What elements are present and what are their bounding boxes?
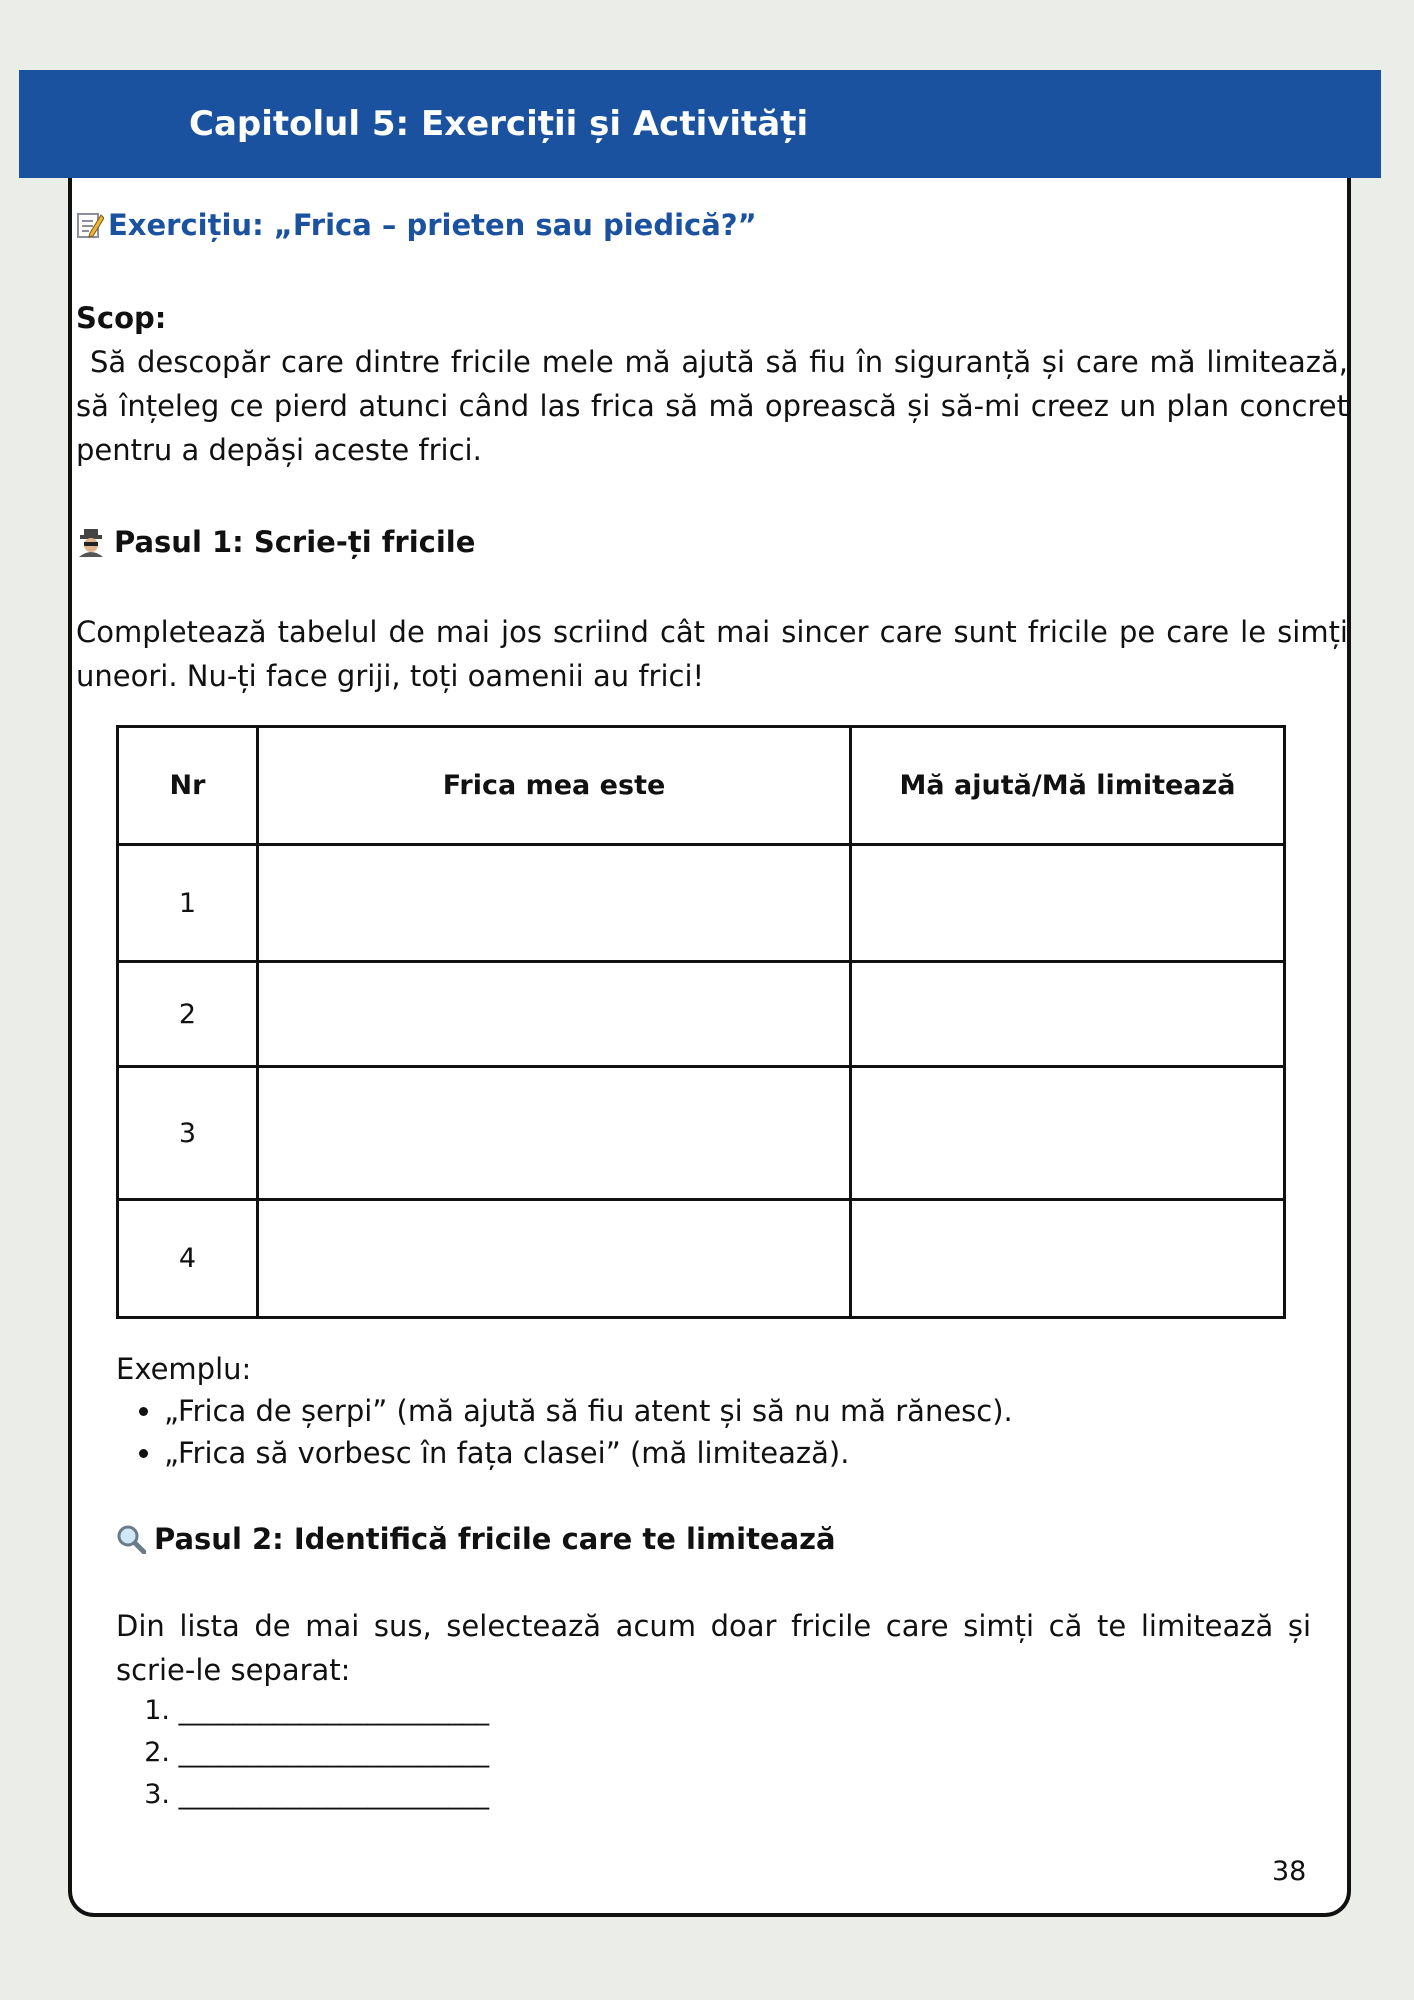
line-number: 1. bbox=[144, 1695, 170, 1726]
fear-cell[interactable] bbox=[258, 1067, 851, 1200]
line-number: 3. bbox=[144, 1779, 170, 1810]
fear-cell[interactable] bbox=[258, 962, 851, 1067]
fear-cell[interactable] bbox=[258, 845, 851, 962]
chapter-header bbox=[19, 70, 1381, 178]
list-item: • „Frica de șerpi” (mă ajută să fiu atent și să nu mă rănesc). bbox=[164, 1390, 1336, 1432]
blank-line: _______________________ bbox=[178, 1779, 490, 1810]
step1-text: Completează tabelul de mai jos scriind cât mai sincer care sunt fricile pe care le simți uneori. Nu-ți face griji, toți oamenii au frici! bbox=[76, 615, 1348, 693]
step2-title-text: Pasul 2: Identifică fricile care te limitează bbox=[154, 1522, 836, 1556]
detective-icon bbox=[76, 527, 106, 557]
effect-cell[interactable] bbox=[851, 962, 1285, 1067]
table-row bbox=[118, 962, 1285, 1067]
chapter-title: Capitolul 5: Exerciții și Activități bbox=[189, 104, 809, 144]
step1-title bbox=[76, 525, 475, 559]
row-number: 1 bbox=[118, 845, 258, 962]
scope-label: Scop: bbox=[76, 301, 167, 335]
limiting-fears-list bbox=[136, 1690, 489, 1816]
blank-line: _______________________ bbox=[178, 1737, 490, 1768]
step1-title-text: Pasul 1: Scrie-ți fricile bbox=[114, 525, 476, 559]
list-item[interactable] bbox=[136, 1732, 489, 1774]
header-nr: Nr bbox=[118, 727, 258, 845]
list-item: • „Frica să vorbesc în fața clasei” (mă limitează). bbox=[164, 1432, 1336, 1474]
exercise-title-text: Exercițiu: „Frica – prieten sau piedică?” bbox=[108, 208, 757, 242]
exercise-title bbox=[76, 208, 757, 242]
example-list bbox=[116, 1390, 1336, 1474]
magnifier-icon bbox=[116, 1524, 146, 1554]
scope-text: Să descopăr care dintre fricile mele mă ajută să fiu în siguranță și care mă limitează, să înțeleg ce pierd atunci când las frica să mă oprească și să-mi creez un plan concret pentru a depăși aceste frici. bbox=[76, 345, 1348, 467]
header-effect: Mă ajută/Mă limitează bbox=[851, 727, 1285, 845]
fear-cell[interactable] bbox=[258, 1200, 851, 1318]
header-fear: Frica mea este bbox=[258, 727, 851, 845]
step2-text: Din lista de mai sus, selectează acum doar fricile care simți că te limitează și scrie-le separat: bbox=[116, 1609, 1311, 1687]
row-number: 2 bbox=[118, 962, 258, 1067]
effect-cell[interactable] bbox=[851, 1067, 1285, 1200]
table-row bbox=[118, 1067, 1285, 1200]
fears-table bbox=[116, 725, 1286, 1319]
list-item[interactable] bbox=[136, 1690, 489, 1732]
row-number: 4 bbox=[118, 1200, 258, 1318]
table-header-row bbox=[118, 727, 1285, 845]
line-number: 2. bbox=[144, 1737, 170, 1768]
example-block bbox=[116, 1348, 1336, 1474]
table-row bbox=[118, 1200, 1285, 1318]
row-number: 3 bbox=[118, 1067, 258, 1200]
effect-cell[interactable] bbox=[851, 1200, 1285, 1318]
blank-line: _______________________ bbox=[178, 1695, 490, 1726]
table-row bbox=[118, 845, 1285, 962]
page-number: 38 bbox=[1272, 1856, 1307, 1887]
list-item[interactable] bbox=[136, 1774, 489, 1816]
effect-cell[interactable] bbox=[851, 845, 1285, 962]
example-label: Exemplu: bbox=[116, 1352, 252, 1386]
memo-icon bbox=[76, 211, 104, 239]
step2-title bbox=[116, 1522, 836, 1556]
